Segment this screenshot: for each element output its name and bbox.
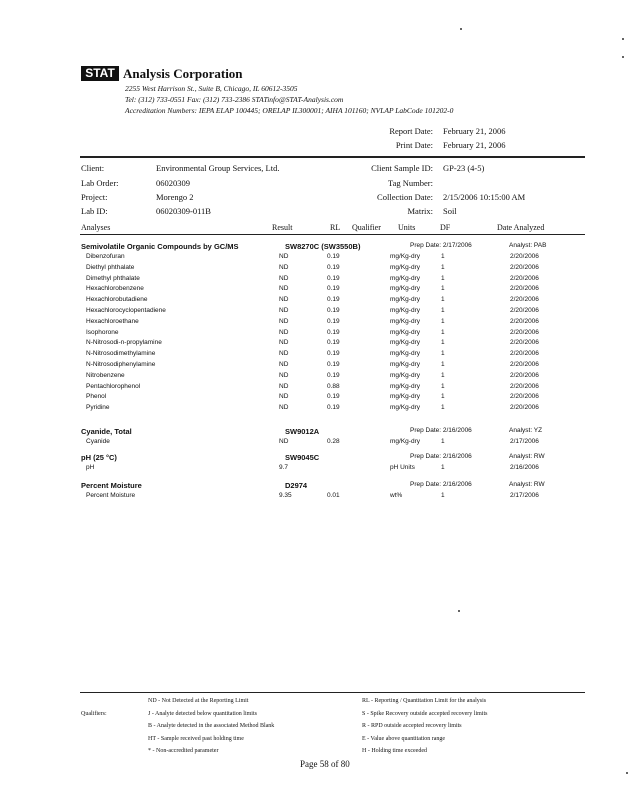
table-cell-result: ND [279, 328, 289, 336]
lab-id-label: Lab ID: [81, 206, 108, 216]
table-cell-df: 1 [441, 296, 445, 304]
table-cell-name: pH [86, 464, 95, 471]
table-cell-df: 1 [441, 393, 445, 401]
table-cell-result: ND [279, 350, 289, 358]
table-cell-date: 2/20/2006 [510, 404, 539, 412]
table-cell-units: mg/Kg-dry [390, 382, 420, 390]
table-cell-date: 2/20/2006 [510, 393, 539, 401]
qualifier-definition: RL - Reporting / Quantitation Limit for the analysis [362, 698, 487, 704]
table-cell-date: 2/20/2006 [510, 317, 539, 325]
table-cell-units: mg/Kg-dry [390, 274, 420, 282]
table-cell-date: 2/17/2006 [510, 438, 539, 445]
project-label: Project: [81, 192, 108, 202]
table-cell-units: mg/Kg-dry [390, 361, 420, 368]
section-prep-date: Prep Date: 2/16/2006 [410, 427, 472, 434]
scan-speck [622, 56, 624, 58]
table-cell-units: mg/Kg-dry [390, 285, 420, 293]
table-cell-units: mg/Kg-dry [390, 339, 420, 347]
table-cell-name: Hexachlorobenzene [86, 285, 144, 293]
table-cell-rl: 0.19 [327, 317, 340, 325]
table-cell-result: ND [279, 263, 289, 271]
table-cell-units: mg/Kg-dry [390, 296, 420, 304]
table-cell-df: 1 [441, 253, 445, 260]
tag-number-label: Tag Number: [388, 178, 433, 188]
table-cell-units: mg/Kg-dry [390, 317, 420, 325]
table-cell-rl: 0.19 [327, 307, 340, 314]
section-title: Cyanide, Total [81, 427, 132, 436]
qualifiers-label: Qualifiers: [81, 711, 107, 717]
table-cell-df: 1 [441, 274, 445, 282]
section-method: SW9045C [285, 453, 320, 462]
qualifier-definition: H - Holding time exceeded [362, 748, 427, 754]
col-analyses: Analyses [81, 223, 111, 232]
table-cell-name: Dimethyl phthalate [86, 274, 140, 282]
table-cell-name: Pentachlorophenol [86, 382, 141, 390]
qualifier-definition: R - RPD outside accepted recovery limits [362, 723, 462, 729]
footer-rule [80, 692, 585, 693]
table-cell-df: 1 [441, 371, 445, 379]
table-cell-date: 2/17/2006 [510, 492, 539, 499]
table-cell-rl: 0.28 [327, 438, 340, 445]
table-cell-rl: 0.19 [327, 274, 340, 282]
table-cell-units: wt% [390, 492, 403, 499]
table-cell-units: mg/Kg-dry [390, 307, 420, 314]
table-cell-units: mg/Kg-dry [390, 404, 420, 412]
table-cell-df: 1 [441, 464, 445, 471]
table-cell-result: 9.35 [279, 492, 292, 499]
qualifier-definition: B - Analyte detected in the associated Method Blank [148, 723, 275, 729]
table-cell-units: mg/Kg-dry [390, 393, 420, 401]
table-cell-name: Cyanide [86, 438, 110, 445]
page-number: Page 58 of 80 [300, 759, 350, 769]
table-cell-units: mg/Kg-dry [390, 263, 420, 271]
table-cell-rl: 0.19 [327, 253, 340, 260]
table-cell-units: mg/Kg-dry [390, 328, 420, 336]
collection-date-label: Collection Date: [377, 192, 433, 202]
table-cell-rl: 0.19 [327, 350, 340, 358]
table-cell-date: 2/20/2006 [510, 350, 539, 358]
table-cell-rl: 0.19 [327, 328, 340, 336]
table-cell-name: N-Nitrosodimethylamine [86, 350, 156, 358]
client-sample-label: Client Sample ID: [371, 163, 433, 173]
table-cell-name: Diethyl phthalate [86, 263, 135, 271]
section-method: SW8270C (SW3550B) [285, 242, 361, 251]
print-date: February 21, 2006 [443, 140, 506, 150]
col-qualifier: Qualifier [352, 223, 381, 232]
table-cell-result: ND [279, 404, 289, 412]
section-prep-date: Prep Date: 2/16/2006 [410, 481, 472, 488]
col-rl: RL [330, 223, 341, 232]
matrix-label: Matrix: [407, 206, 433, 216]
table-cell-units: mg/Kg-dry [390, 350, 420, 358]
table-cell-rl: 0.19 [327, 296, 340, 304]
table-cell-date: 2/20/2006 [510, 274, 539, 282]
matrix-value: Soil [443, 206, 457, 216]
table-cell-result: ND [279, 253, 289, 260]
table-cell-df: 1 [441, 328, 445, 336]
table-cell-df: 1 [441, 404, 445, 412]
table-cell-name: N-Nitrosodiphenylamine [86, 361, 156, 368]
header-rule [80, 156, 585, 158]
table-cell-result: ND [279, 285, 289, 293]
section-analyst: Analyst: RW [509, 481, 545, 488]
section-prep-date: Prep Date: 2/17/2006 [410, 242, 472, 249]
col-date-analyzed: Date Analyzed [497, 223, 545, 232]
table-cell-rl: 0.19 [327, 393, 340, 401]
scan-speck [626, 772, 628, 774]
table-cell-rl: 0.19 [327, 404, 340, 412]
qualifier-definition: J - Analyte detected below quantitation limits [148, 710, 257, 717]
report-date-label: Report Date: [389, 126, 433, 136]
table-cell-name: Isophorone [86, 328, 119, 336]
table-cell-date: 2/20/2006 [510, 361, 539, 368]
qualifier-definition: ND - Not Detected at the Reporting Limit [148, 698, 249, 704]
table-header-rule [80, 234, 585, 235]
table-cell-df: 1 [441, 361, 445, 368]
table-cell-units: mg/Kg-dry [390, 371, 420, 379]
table-cell-result: ND [279, 317, 289, 325]
qualifier-definition: S - Spike Recovery outside accepted recovery limits [362, 710, 488, 717]
report-date: February 21, 2006 [443, 126, 506, 136]
col-result: Result [272, 223, 293, 232]
section-title: pH (25 °C) [81, 453, 117, 462]
table-cell-rl: 0.19 [327, 285, 340, 293]
table-cell-rl: 0.19 [327, 339, 340, 347]
client-label: Client: [81, 163, 105, 173]
qualifier-definition: HT - Sample received past holding time [148, 735, 244, 742]
table-cell-name: N-Nitrosodi-n-propylamine [86, 339, 162, 347]
print-date-label: Print Date: [395, 140, 433, 150]
table-cell-result: ND [279, 393, 289, 401]
table-cell-rl: 0.88 [327, 382, 340, 390]
table-cell-date: 2/20/2006 [510, 263, 539, 271]
table-cell-result: ND [279, 274, 289, 282]
table-cell-name: Hexachlorocyclopentadiene [86, 307, 166, 314]
collection-date-value: 2/15/2006 10:15:00 AM [443, 192, 526, 202]
table-cell-name: Percent Moisture [86, 492, 136, 499]
table-cell-result: ND [279, 296, 289, 304]
section-method: SW9012A [285, 427, 320, 436]
client-sample-value: GP-23 (4-5) [443, 163, 485, 173]
table-cell-df: 1 [441, 307, 445, 314]
section-analyst: Analyst: YZ [509, 427, 543, 434]
scan-speck [622, 38, 624, 40]
section-title: Percent Moisture [81, 481, 142, 490]
table-cell-name: Hexachloroethane [86, 317, 139, 325]
table-cell-date: 2/20/2006 [510, 285, 539, 293]
table-cell-date: 2/20/2006 [510, 328, 539, 336]
table-cell-rl: 0.01 [327, 492, 340, 499]
col-units: Units [398, 223, 416, 232]
client-value: Environmental Group Services, Ltd. [156, 163, 280, 173]
table-cell-name: Pyridine [86, 404, 110, 412]
table-cell-df: 1 [441, 317, 445, 325]
lab-order-label: Lab Order: [81, 178, 119, 188]
qualifier-definition: E - Value above quantitation range [362, 735, 446, 742]
company-contact: Tel: (312) 733-0551 Fax: (312) 733-2386 STATinfo@STAT-Analysis.com [125, 95, 344, 104]
company-address: 2255 West Harrison St., Suite B, Chicago, IL 60612-3505 [125, 84, 298, 93]
table-cell-df: 1 [441, 263, 445, 271]
table-cell-df: 1 [441, 350, 445, 358]
table-cell-date: 2/20/2006 [510, 253, 539, 260]
table-cell-date: 2/20/2006 [510, 307, 539, 314]
table-cell-units: mg/Kg-dry [390, 438, 420, 445]
table-cell-df: 1 [441, 438, 445, 445]
table-cell-date: 2/20/2006 [510, 339, 539, 347]
table-cell-result: ND [279, 361, 289, 368]
table-cell-name: Dibenzofuran [86, 253, 125, 260]
table-cell-units: pH Units [390, 464, 415, 471]
table-cell-rl: 0.19 [327, 371, 340, 379]
section-title: Semivolatile Organic Compounds by GC/MS [81, 242, 239, 251]
lab-order-value: 06020309 [156, 178, 190, 188]
table-cell-df: 1 [441, 285, 445, 293]
table-cell-result: ND [279, 438, 289, 445]
company-name: Analysis Corporation [123, 66, 243, 81]
table-cell-units: mg/Kg-dry [390, 253, 420, 260]
table-cell-df: 1 [441, 492, 445, 499]
table-cell-result: ND [279, 307, 289, 314]
section-prep-date: Prep Date: 2/16/2006 [410, 453, 472, 460]
table-cell-result: ND [279, 371, 289, 379]
table-cell-result: ND [279, 382, 289, 390]
table-cell-name: Hexachlorobutadiene [86, 296, 148, 304]
qualifier-definition: * - Non-accredited parameter [148, 748, 219, 754]
scan-speck [460, 28, 462, 30]
table-cell-df: 1 [441, 339, 445, 347]
project-value: Morengo 2 [156, 192, 194, 202]
company-logo: STAT [81, 66, 119, 81]
scan-speck [458, 610, 460, 612]
table-cell-name: Nitrobenzene [86, 371, 125, 379]
table-cell-rl: 0.19 [327, 361, 340, 368]
table-cell-result: ND [279, 339, 289, 347]
col-df: DF [440, 223, 451, 232]
table-cell-date: 2/16/2006 [510, 464, 539, 471]
section-analyst: Analyst: PAB [509, 242, 547, 249]
section-analyst: Analyst: RW [509, 453, 545, 460]
table-cell-name: Phenol [86, 393, 107, 401]
table-cell-date: 2/20/2006 [510, 371, 539, 379]
table-cell-result: 9.7 [279, 464, 289, 471]
table-cell-date: 2/20/2006 [510, 382, 539, 390]
table-cell-df: 1 [441, 382, 445, 390]
table-cell-date: 2/20/2006 [510, 296, 539, 304]
lab-id-value: 06020309-011B [156, 206, 211, 216]
table-cell-rl: 0.19 [327, 263, 340, 271]
accreditation-numbers: Accreditation Numbers: IEPA ELAP 100445; ORELAP IL300001; AIHA 101160; NVLAP LabCode 101202-0 [125, 106, 454, 115]
section-method: D2974 [285, 481, 308, 490]
